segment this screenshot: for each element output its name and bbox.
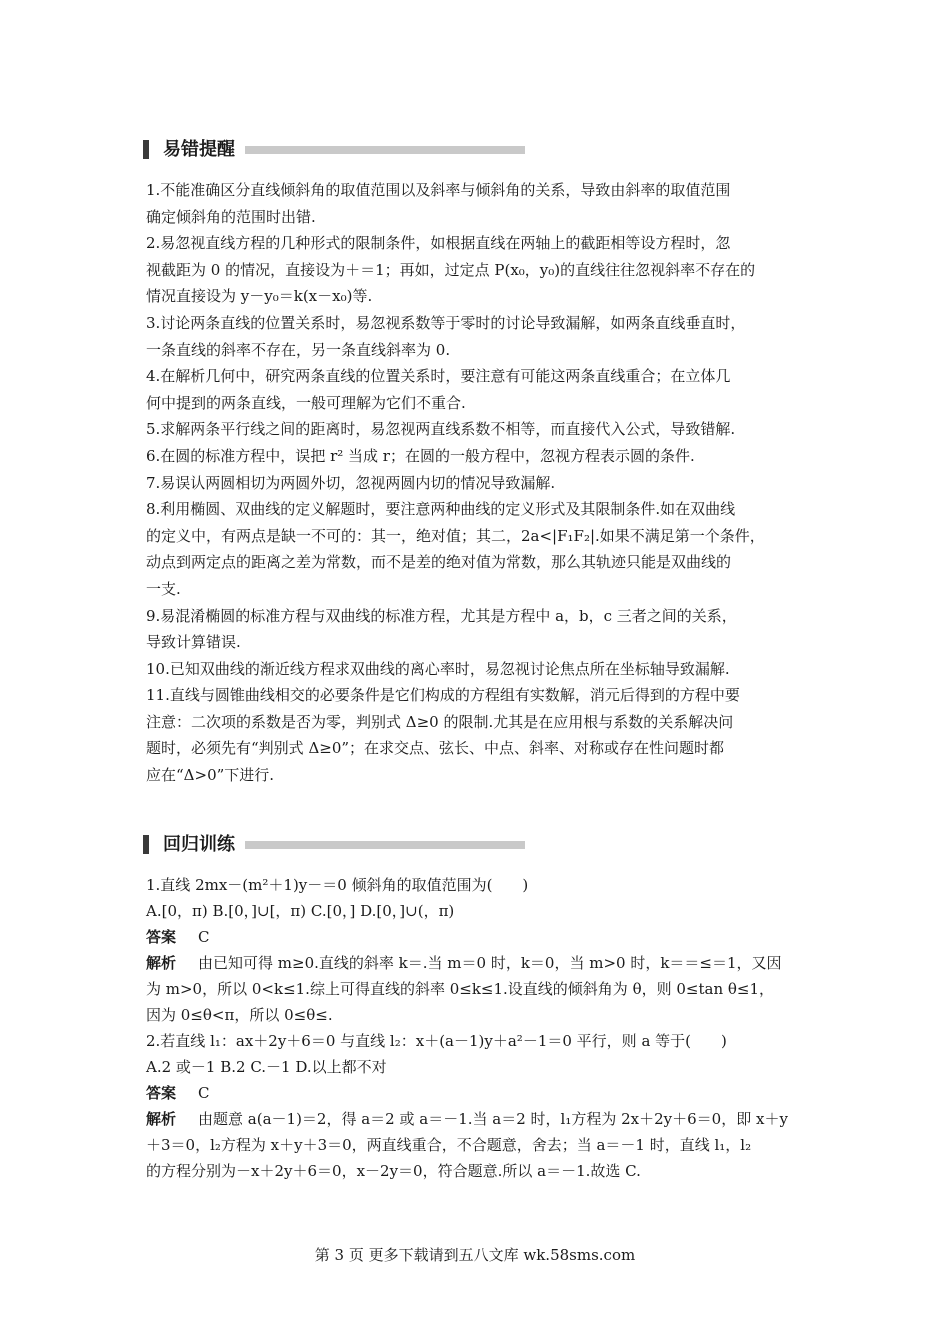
analysis-line [146,1106,826,1132]
pitfall-line: 题时，必须先有“判别式 Δ≥0”；在求交点、弦长、中点、斜率、对称或存在性问题时都 [146,739,725,758]
pitfall-line: 8.利用椭圆、双曲线的定义解题时，要注意两种曲线的定义形式及其限制条件.如在双曲线 [146,500,736,519]
page-footer: 第 3 页 更多下载请到五八文库 wk.58sms.com [314,1246,636,1264]
section-title: 易错提醒 [163,139,235,160]
pitfall-line: 情况直接设为 y－y₀＝k(x－x₀)等. [146,287,373,306]
pitfall-line: 导致计算错误. [146,633,241,652]
section-marker [143,140,149,159]
answer-line [146,1080,826,1106]
question-1 [146,872,826,1028]
answer-label: 答案 [146,1084,177,1102]
section-header-pitfalls [143,137,533,163]
question-stem: 1.直线 2mx－(m²＋1)y－＝0 倾斜角的取值范围为( ) [146,876,529,894]
pitfall-line: 3.讨论两条直线的位置关系时，易忽视系数等于零时的讨论导致漏解，如两条直线垂直时， [146,313,746,332]
pitfall-line: 4.在解析几何中，研究两条直线的位置关系时，要注意有可能这两条直线重合；在立体几 [146,367,731,386]
pitfall-line: 一条直线的斜率不存在，另一条直线斜率为 0. [146,340,451,359]
section-rule [245,146,525,154]
pitfall-line: 一支. [146,579,181,598]
question-stem: 2.若直线 l₁：ax＋2y＋6＝0 与直线 l₂：x＋(a－1)y＋a²－1＝0 平行，则 a 等于( ) [146,1032,727,1050]
answer-label: 答案 [146,928,177,946]
pitfall-line: 视截距为 0 的情况，直接设为＋＝1；再如，过定点 P(x₀，y₀)的直线往往忽视斜率不存在的 [146,260,756,279]
section-rule [245,841,525,849]
pitfall-line: 确定倾斜角的范围时出错. [146,207,316,226]
analysis-text: 由题意 a(a－1)＝2，得 a＝2 或 a＝－1.当 a＝2 时，l₁方程为 2x＋2y＋6＝0，即 x＋y [198,1110,788,1128]
pitfalls-list [146,177,826,789]
section-header-training [143,832,533,858]
analysis-line: 为 m>0，所以 0<k≤1.综上可得直线的斜率 0≤k≤1.设直线的倾斜角为 θ，则 0≤tan θ≤1， [146,980,775,998]
analysis-text: 由已知可得 m≥0.直线的斜率 k＝.当 m＝0 时，k＝0，当 m>0 时，k＝＝≤＝1，又因 [198,954,782,972]
section-title: 回归训练 [163,834,235,855]
answer-value: C [198,1084,210,1102]
pitfall-line: 7.易误认两圆相切为两圆外切，忽视两圆内切的情况导致漏解. [146,473,556,492]
pitfall-line: 何中提到的两条直线，一般可理解为它们不重合. [146,393,466,412]
pitfall-line: 1.不能准确区分直线倾斜角的取值范围以及斜率与倾斜角的关系，导致由斜率的取值范围 [146,181,731,199]
question-options: A.2 或－1 B.2 C.－1 D.以上都不对 [146,1058,387,1076]
pitfall-line: 注意：二次项的系数是否为零，判别式 Δ≥0 的限制.尤其是在应用根与系数的关系解决问 [146,712,734,731]
analysis-label: 解析 [146,954,177,972]
pitfall-line: 动点到两定点的距离之差为常数，而不是差的绝对值为常数，那么其轨迹只能是双曲线的 [146,553,732,572]
pitfall-line: 6.在圆的标准方程中，误把 r² 当成 r；在圆的一般方程中，忽视方程表示圆的条件. [146,446,695,465]
analysis-label: 解析 [146,1110,177,1128]
analysis-line: 因为 0≤θ<π，所以 0≤θ≤. [146,1006,333,1024]
pitfall-line: 应在“Δ>0”下进行. [146,766,275,785]
analysis-line: 的方程分别为－x＋2y＋6＝0，x－2y＝0，符合题意.所以 a＝－1.故选 C. [146,1162,641,1180]
pitfall-line: 的定义中，有两点是缺一不可的：其一，绝对值；其二，2a<|F₁F₂|.如果不满足第一个条件， [146,526,765,545]
pitfall-line: 11.直线与圆锥曲线相交的必要条件是它们构成的方程组有实数解，消元后得到的方程中要 [146,686,740,705]
question-2 [146,1028,826,1184]
analysis-line: ＋3＝0，l₂方程为 x＋y＋3＝0，两直线重合，不合题意，舍去；当 a＝－1 时，直线 l₁，l₂ [146,1136,752,1154]
question-options: A.[0，π) B.[0，]∪[，π) C.[0，] D.[0，]∪(，π) [146,902,455,920]
section-marker [143,835,149,854]
pitfall-line: 9.易混淆椭圆的标准方程与双曲线的标准方程，尤其是方程中 a，b，c 三者之间的关系， [146,606,737,625]
answer-value: C [198,928,210,946]
pitfall-line: 2.易忽视直线方程的几种形式的限制条件，如根据直线在两轴上的截距相等设方程时，忽 [146,234,731,253]
analysis-line [146,950,826,976]
pitfall-line: 5.求解两条平行线之间的距离时，易忽视两直线系数不相等，而直接代入公式，导致错解. [146,420,736,439]
answer-line [146,924,826,950]
pitfall-line: 10.已知双曲线的渐近线方程求双曲线的离心率时，易忽视讨论焦点所在坐标轴导致漏解. [146,659,730,678]
